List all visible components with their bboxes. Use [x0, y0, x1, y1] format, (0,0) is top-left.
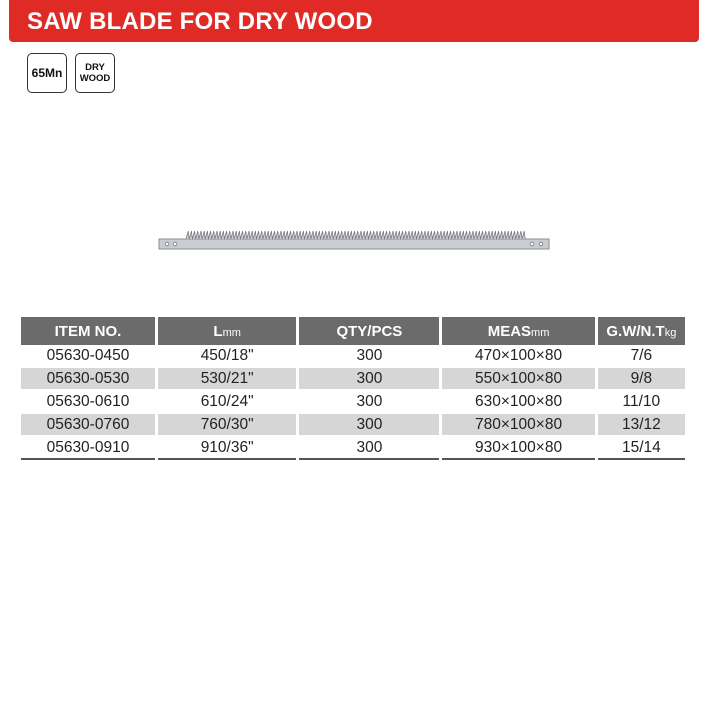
blade-left-hole-2 — [173, 242, 177, 246]
qty-cell: 300 — [298, 367, 441, 390]
item-number-cell: 05630-0450 — [21, 345, 156, 367]
header-length: Lmm — [156, 317, 298, 345]
weight-cell: 15/14 — [596, 436, 685, 459]
meas-cell: 630×100×80 — [441, 390, 596, 413]
dry-wood-badge-line2: WOOD — [79, 73, 111, 84]
weight-cell: 11/10 — [596, 390, 685, 413]
blade-right-hole — [530, 242, 534, 246]
qty-cell: 300 — [298, 436, 441, 459]
spec-table — [21, 317, 685, 460]
table-row — [21, 345, 685, 367]
header-qty: QTY/PCS — [298, 317, 441, 345]
dry-wood-badge-line1: DRY — [85, 62, 105, 73]
length-cell: 450/18" — [156, 345, 298, 367]
length-cell: 530/21" — [156, 367, 298, 390]
saw-blade-image — [158, 225, 550, 253]
blade-teeth — [186, 231, 525, 239]
table-row — [21, 390, 685, 413]
item-number-cell: 05630-0910 — [21, 436, 156, 459]
blade-teeth-line — [186, 231, 525, 239]
qty-cell: 300 — [298, 390, 441, 413]
blade-body — [159, 239, 549, 249]
length-cell: 760/30" — [156, 413, 298, 436]
spec-table-header-row — [21, 317, 685, 345]
length-cell: 610/24" — [156, 390, 298, 413]
length-cell: 910/36" — [156, 436, 298, 459]
header-weight: G.W/N.Tkg — [596, 317, 685, 345]
qty-cell: 300 — [298, 345, 441, 367]
meas-cell: 780×100×80 — [441, 413, 596, 436]
material-65mn-badge — [27, 53, 67, 93]
page-title: SAW BLADE FOR DRY WOOD — [27, 8, 373, 35]
weight-cell: 7/6 — [596, 345, 685, 367]
weight-cell: 9/8 — [596, 367, 685, 390]
table-row — [21, 367, 685, 390]
header-meas: MEASmm — [441, 317, 596, 345]
dry-wood-badge — [75, 53, 115, 93]
item-number-cell: 05630-0530 — [21, 367, 156, 390]
qty-cell: 300 — [298, 413, 441, 436]
blade-right-hole-2 — [539, 242, 543, 246]
blade-left-hole — [165, 242, 169, 246]
title-banner — [9, 0, 699, 42]
table-row — [21, 436, 685, 459]
item-number-cell: 05630-0760 — [21, 413, 156, 436]
material-badge-label: 65Mn — [31, 66, 63, 80]
meas-cell: 930×100×80 — [441, 436, 596, 459]
header-item-no: ITEM NO. — [21, 317, 156, 345]
weight-cell: 13/12 — [596, 413, 685, 436]
meas-cell: 550×100×80 — [441, 367, 596, 390]
meas-cell: 470×100×80 — [441, 345, 596, 367]
item-number-cell: 05630-0610 — [21, 390, 156, 413]
table-row — [21, 413, 685, 436]
